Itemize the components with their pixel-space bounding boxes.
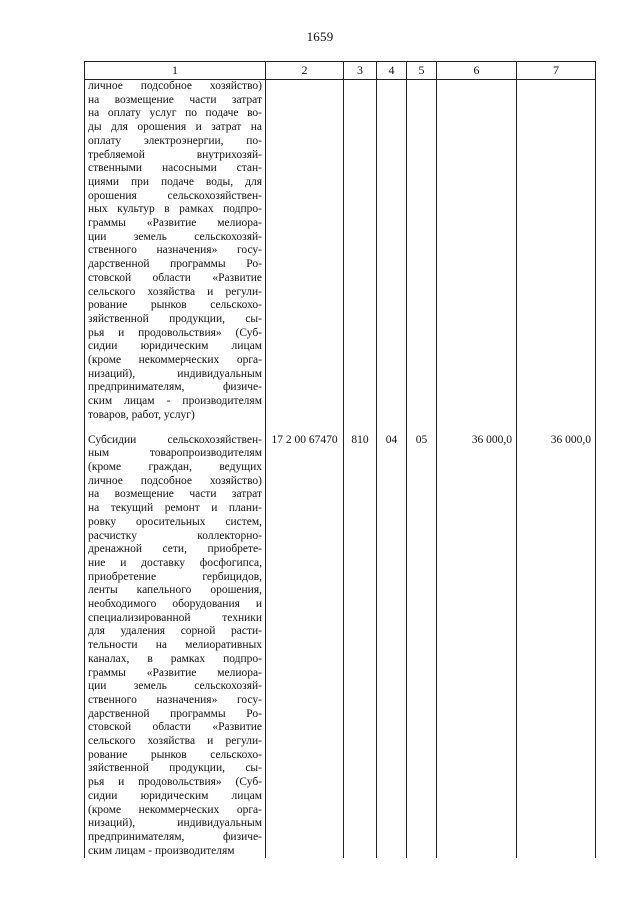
description-line: зяйственной продукции, сы- <box>88 762 262 775</box>
cell-col5: 05 <box>407 434 437 859</box>
description-line: ных культур в рамках подпро- <box>88 203 262 216</box>
description-line: ленты капельного орошения, <box>88 584 262 597</box>
table-row <box>85 434 596 859</box>
description-line: сидии юридическим лицам <box>88 340 262 353</box>
table-header-row <box>85 62 596 80</box>
description-line: товаров, работ, услуг) <box>88 408 195 421</box>
description-line: необходимого оборудования и <box>88 598 262 611</box>
description-line: ции земель сельскохозяй- <box>88 680 262 693</box>
cell-col6 <box>437 80 517 423</box>
description-line: требляемой внутрихозяй- <box>88 148 262 161</box>
table-row <box>85 80 596 423</box>
description-line: Субсидии сельскохозяйствен- <box>88 433 262 446</box>
description-line: (кроме некоммерческих орга- <box>88 803 262 816</box>
description-line: тельности на мелиоративных <box>88 639 262 652</box>
description-line: дарственной программы Ро- <box>88 707 262 720</box>
cell-col7: 36 000,0 <box>517 434 596 859</box>
row-description <box>85 434 266 859</box>
description-line: рование рынков сельскохо- <box>88 748 262 761</box>
description-line: рья и продовольствия» (Суб- <box>88 326 262 339</box>
description-line: на возмещение части затрат <box>88 488 262 501</box>
description-line: ровку оросительных систем, <box>88 515 262 528</box>
description-line: стовской области «Развитие <box>88 271 262 284</box>
description-line: циями при подаче воды, для <box>88 175 262 188</box>
cell-col3: 810 <box>344 434 377 859</box>
cell-col5 <box>407 80 437 423</box>
description-line: ции земель сельскохозяй- <box>88 230 262 243</box>
cell-col4 <box>377 80 407 423</box>
description-line: рование рынков сельскохо- <box>88 299 262 312</box>
page-number: 1659 <box>306 29 334 44</box>
column-header: 3 <box>344 62 377 80</box>
column-header: 2 <box>266 62 344 80</box>
description-line: приобретение гербицидов, <box>88 570 262 583</box>
budget-table <box>84 61 596 858</box>
description-line: каналах, в рамках подпро- <box>88 652 262 665</box>
cell-col7 <box>517 80 596 423</box>
description-line: орошения сельскохозяйствен- <box>88 189 262 202</box>
description-line: ским лицам - производителям <box>88 844 235 857</box>
column-header: 6 <box>437 62 517 80</box>
cell-code: 17 2 00 67470 <box>266 434 344 859</box>
description-line: низаций), индивидуальным <box>88 367 262 380</box>
description-line: сельского хозяйства и регули- <box>88 735 262 748</box>
column-header: 5 <box>407 62 437 80</box>
description-line: дарственной программы Ро- <box>88 258 262 271</box>
description-line: ным товаропроизводителям <box>88 447 262 460</box>
description-line: дренажной сети, приобрете- <box>88 543 262 556</box>
cell-code <box>266 80 344 423</box>
description-line: оплату электроэнергии, по- <box>88 134 262 147</box>
description-line: ды для орошения и затрат на <box>88 121 262 134</box>
cell-col3 <box>344 80 377 423</box>
description-line: рья и продовольствия» (Суб- <box>88 776 262 789</box>
column-header: 4 <box>377 62 407 80</box>
description-line: сельского хозяйства и регули- <box>88 285 262 298</box>
description-line: граммы «Развитие мелиора- <box>88 217 262 230</box>
description-line: предпринимателям, физиче- <box>88 830 262 843</box>
description-line: сидии юридическим лицам <box>88 789 262 802</box>
description-line: (кроме некоммерческих орга- <box>88 354 262 367</box>
description-line: ственными насосными стан- <box>88 162 262 175</box>
description-line: ние и доставку фосфогипса, <box>88 556 262 569</box>
description-line: специализированной техники <box>88 611 262 624</box>
description-line: предпринимателям, физиче- <box>88 381 262 394</box>
description-line: (кроме граждан, ведущих <box>88 460 262 473</box>
description-line: расчистку коллекторно- <box>88 529 262 542</box>
description-line: личное подсобное хозяйство) <box>88 80 262 92</box>
description-line: ственного назначения» госу- <box>88 244 262 257</box>
description-line: на текущий ремонт и плани- <box>88 502 262 515</box>
description-line: граммы «Развитие мелиора- <box>88 666 262 679</box>
column-header: 1 <box>85 62 266 80</box>
description-line: ственного назначения» госу- <box>88 693 262 706</box>
description-line: низаций), индивидуальным <box>88 817 262 830</box>
column-header: 7 <box>517 62 596 80</box>
cell-col6: 36 000,0 <box>437 434 517 859</box>
description-line: личное подсобное хозяйство) <box>88 474 262 487</box>
row-spacer <box>85 423 596 434</box>
description-line: стовской области «Развитие <box>88 721 262 734</box>
row-description <box>85 80 266 423</box>
description-line: зяйственной продукции, сы- <box>88 312 262 325</box>
description-line: на оплату услуг по подаче во- <box>88 107 262 120</box>
description-line: ским лицам - производителям <box>88 395 262 408</box>
cell-col4: 04 <box>377 434 407 859</box>
description-line: на возмещение части затрат <box>88 93 262 106</box>
description-line: для удаления сорной расти- <box>88 625 262 638</box>
